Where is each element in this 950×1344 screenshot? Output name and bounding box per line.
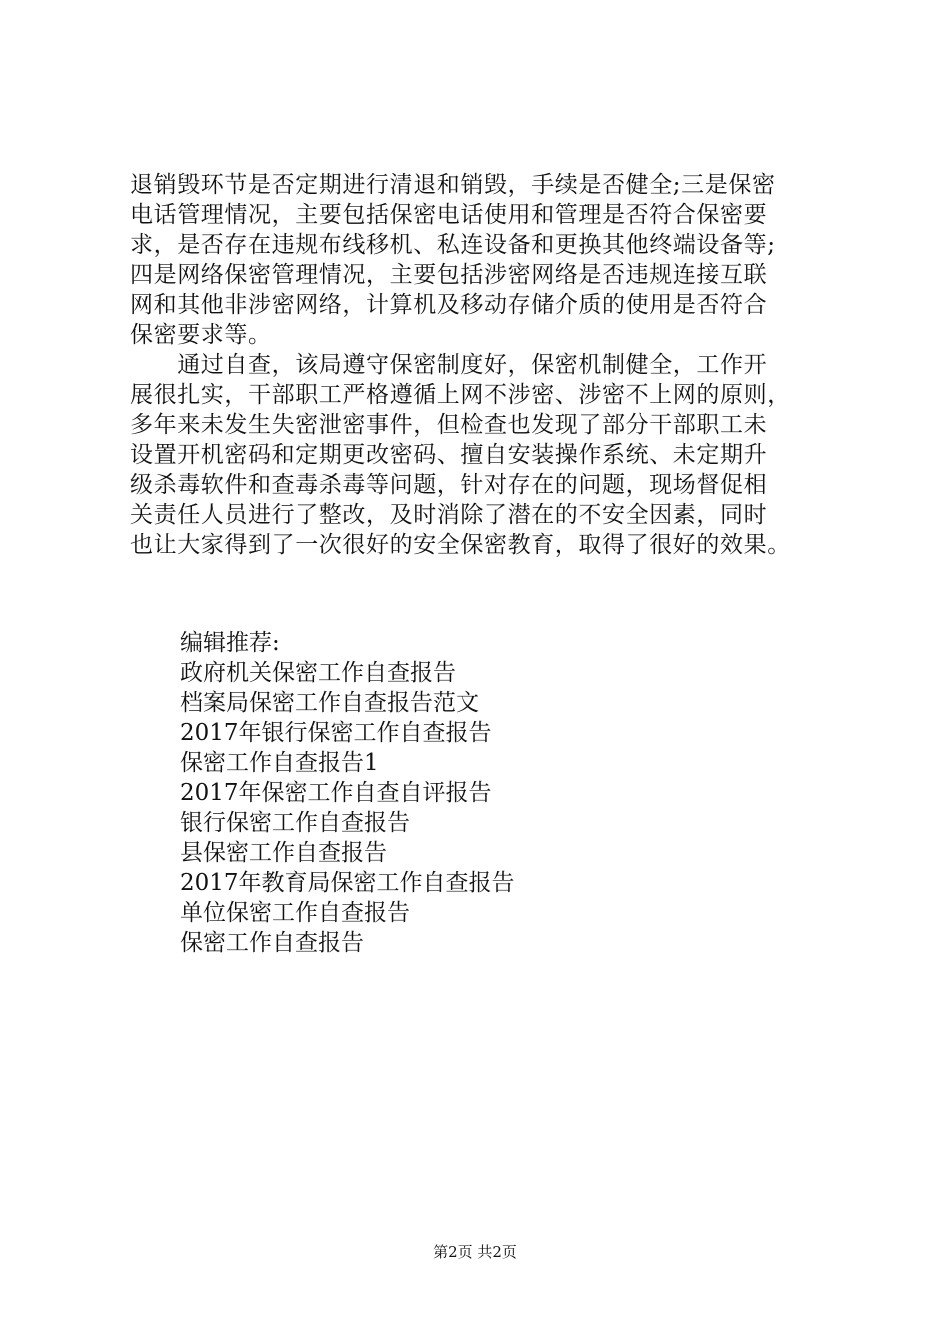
body-line: 级杀毒软件和查毒杀毒等问题，针对存在的问题，现场督促相 xyxy=(130,472,768,498)
body-line: 多年来未发生失密泄密事件，但检查也发现了部分干部职工未 xyxy=(130,412,768,438)
recommend-link[interactable]: 保密工作自查报告1 xyxy=(180,750,379,776)
body-paragraphs xyxy=(130,170,850,560)
recommend-link[interactable]: 保密工作自查报告 xyxy=(180,930,364,956)
body-line: 退销毁环节是否定期进行清退和销毁，手续是否健全;三是保密 xyxy=(130,172,776,198)
recommend-link[interactable]: 2017年保密工作自查自评报告 xyxy=(180,780,492,806)
recommend-heading: 编辑推荐: xyxy=(180,630,280,656)
page-footer: 第2页 共2页 xyxy=(433,1243,517,1261)
recommend-link[interactable]: 单位保密工作自查报告 xyxy=(180,900,410,926)
body-line: 求，是否存在违规布线移机、私连设备和更换其他终端设备等; xyxy=(130,232,776,258)
body-line: 也让大家得到了一次很好的安全保密教育，取得了很好的效果。 xyxy=(130,532,791,558)
recommend-link[interactable]: 2017年教育局保密工作自查报告 xyxy=(180,870,515,896)
editor-recommendations xyxy=(180,628,820,958)
body-line: 通过自查，该局遵守保密制度好，保密机制健全，工作开 xyxy=(130,352,768,378)
body-line: 关责任人员进行了整改，及时消除了潜在的不安全因素，同时 xyxy=(130,502,768,528)
recommend-link[interactable]: 银行保密工作自查报告 xyxy=(180,810,410,836)
recommend-link[interactable]: 档案局保密工作自查报告范文 xyxy=(180,690,479,716)
recommend-link[interactable]: 县保密工作自查报告 xyxy=(180,840,387,866)
recommend-link[interactable]: 政府机关保密工作自查报告 xyxy=(180,660,456,686)
body-line: 网和其他非涉密网络，计算机及移动存储介质的使用是否符合 xyxy=(130,292,768,318)
body-line: 展很扎实，干部职工严格遵循上网不涉密、涉密不上网的原则， xyxy=(130,382,791,408)
body-line: 保密要求等。 xyxy=(130,322,272,348)
body-line: 电话管理情况，主要包括保密电话使用和管理是否符合保密要 xyxy=(130,202,768,228)
body-line: 设置开机密码和定期更改密码、擅自安装操作系统、未定期升 xyxy=(130,442,768,468)
recommend-link[interactable]: 2017年银行保密工作自查报告 xyxy=(180,720,492,746)
body-line: 四是网络保密管理情况，主要包括涉密网络是否违规连接互联 xyxy=(130,262,768,288)
